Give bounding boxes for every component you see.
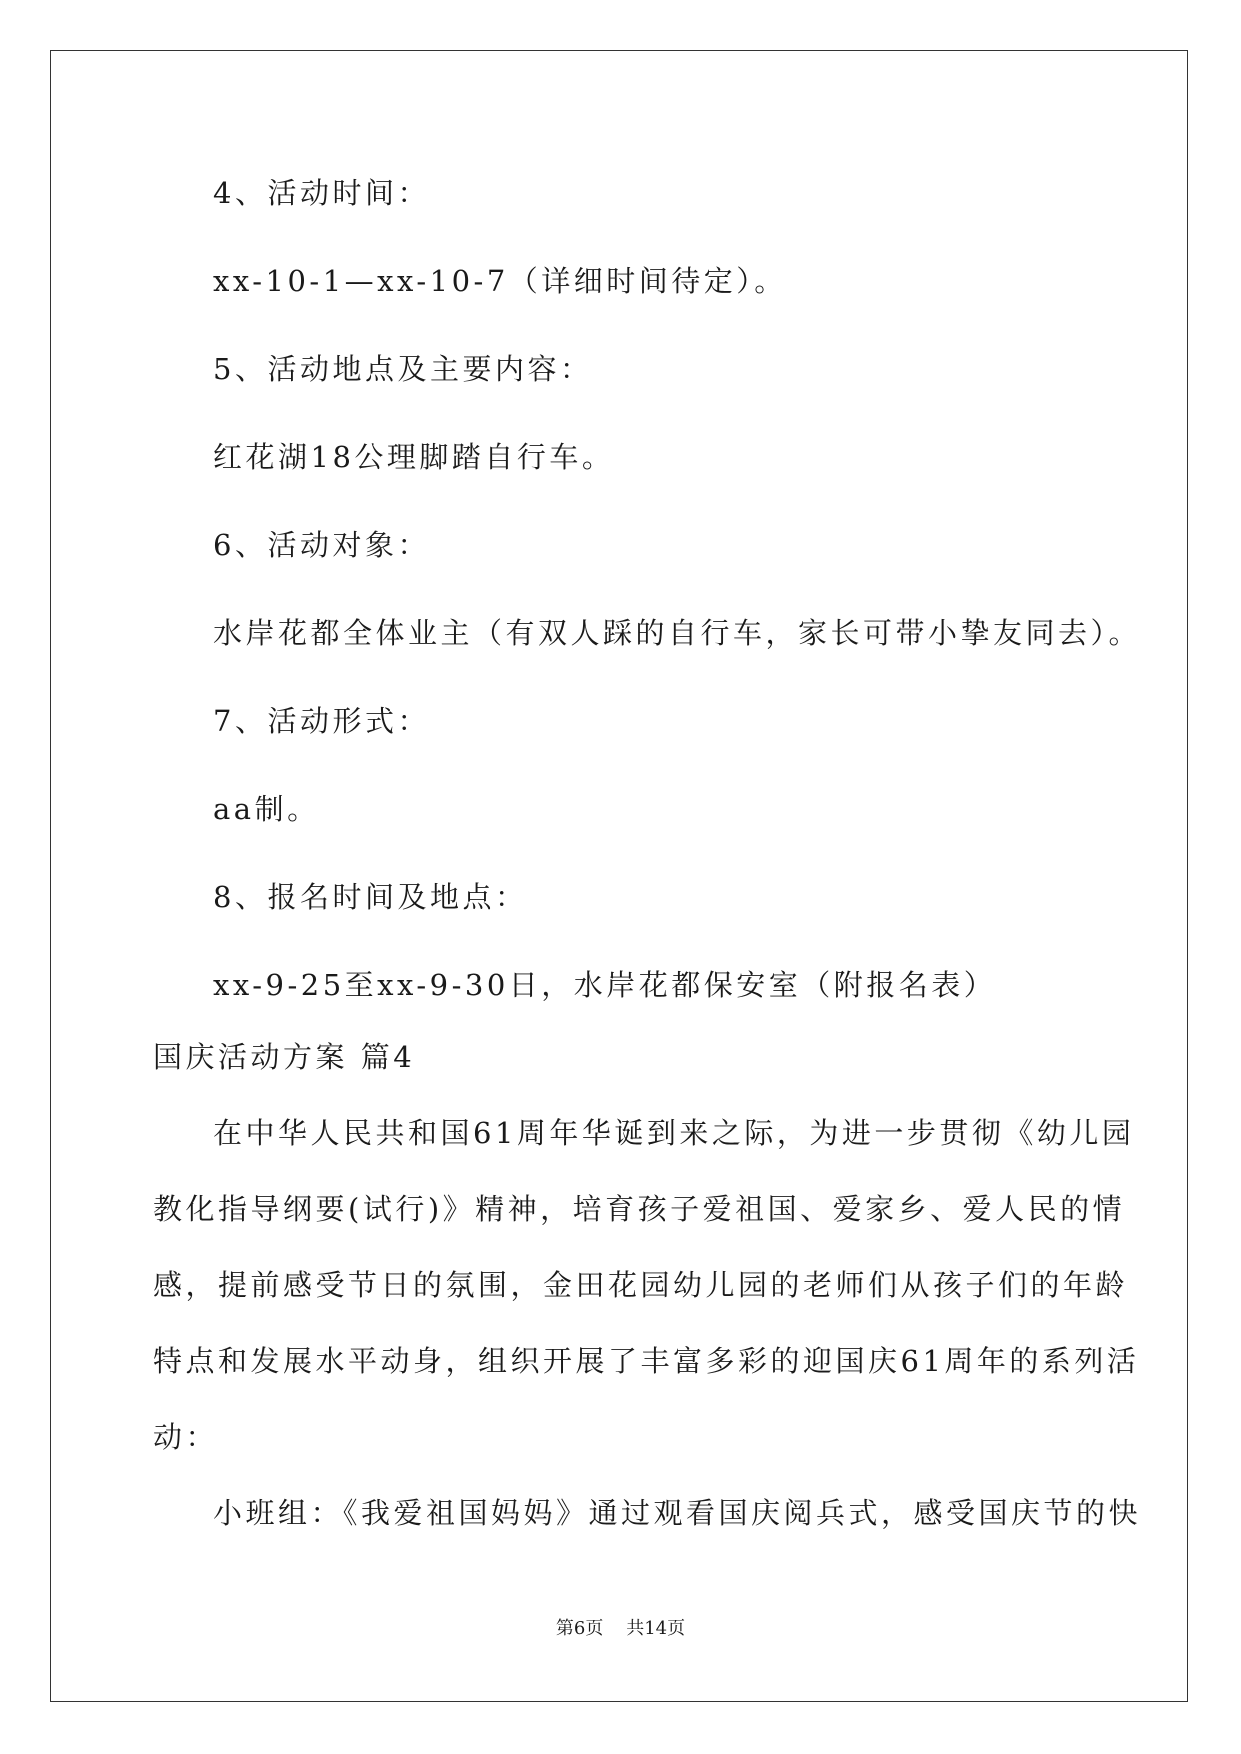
paragraph-line: 在中华人民共和国61周年华诞到来之际，为进一步贯彻《幼儿园 [213, 1116, 1135, 1150]
item-7-heading: 7、活动形式： [213, 704, 430, 738]
item-8-content: xx-9-25至xx-9-30日，水岸花都保安室（附报名表） [213, 968, 997, 1002]
item-4-content: xx-10-1—xx-10-7（详细时间待定）。 [213, 264, 787, 298]
item-4-heading: 4、活动时间： [213, 176, 430, 210]
paragraph-line: 特点和发展水平动身，组织开展了丰富多彩的迎国庆61周年的系列活 [153, 1344, 1140, 1378]
paragraph-line: 动： [153, 1420, 219, 1454]
item-8-heading: 8、报名时间及地点： [213, 880, 528, 914]
item-6-heading: 6、活动对象： [213, 528, 430, 562]
section-title: 国庆活动方案 篇4 [153, 1040, 416, 1074]
item-5-content: 红花湖18公理脚踏自行车。 [213, 440, 615, 474]
page-number-footer: 第6页 共14页 [555, 1618, 686, 1639]
item-5-heading: 5、活动地点及主要内容： [213, 352, 593, 386]
item-6-content: 水岸花都全体业主（有双人踩的自行车，家长可带小挚友同去）。 [213, 616, 1142, 650]
paragraph-line: 小班组：《我爱祖国妈妈》通过观看国庆阅兵式，感受国庆节的快 [213, 1496, 1142, 1530]
item-7-content: aa制。 [213, 792, 320, 826]
paragraph-line: 感，提前感受节日的氛围，金田花园幼儿园的老师们从孩子们的年龄 [153, 1268, 1129, 1302]
paragraph-line: 教化指导纲要(试行)》精神，培育孩子爱祖国、爱家乡、爱人民的情 [153, 1192, 1126, 1226]
